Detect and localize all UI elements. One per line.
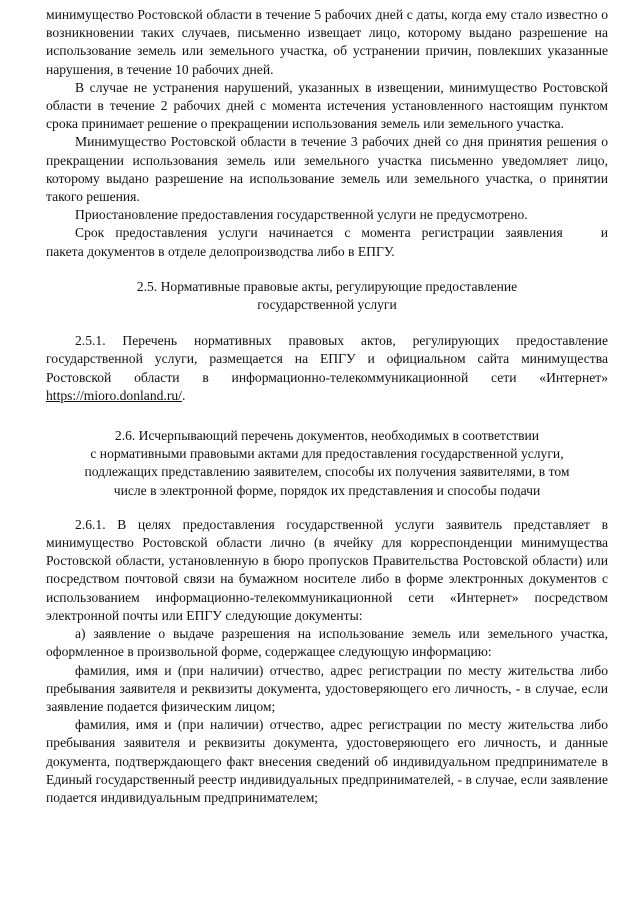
section-heading-line: подлежащих представлению заявителем, способы их получения заявителями, в том <box>84 464 570 480</box>
section-heading-line: 2.6. Исчерпывающий перечень документов, необходимых в соответствии <box>114 428 540 444</box>
paragraph-2-6-1: 2.6.1. В целях предоставления государственной услуги заявитель представляет в минимущество Ростовской области лично (в ячейку для корреспонденции минимущества Ростовской области, установленную в бюро пропусков Правительства Ростовской области) или посредством почтовой связи на бумажном носителе либо в форме электронных документов с использованием информационно-телекоммуникационной сети «Интернет» посредством электронной почты или ЕПГУ следующие документы: <box>46 516 608 623</box>
ministry-website-link[interactable]: https://mioro.donland.ru/ <box>46 387 182 403</box>
paragraph-2-5-1 <box>46 332 608 405</box>
section-heading-2-6 <box>46 427 608 500</box>
section-heading-line: государственной услуги <box>257 297 397 313</box>
list-item-entrepreneur: фамилия, имя и (при наличии) отчество, адрес регистрации по месту жительства либо пребывания заявителя и реквизиты документа, удостоверяющего его личность, и данные документа, подтверждающего факт внесения сведений об индивидуальном предпринимателе в Единый государственный реестр индивидуальных предпринимателей, - в случае, если заявление подается индивидуальным предпринимателем; <box>46 717 608 805</box>
list-item-individual: фамилия, имя и (при наличии) отчество, адрес регистрации по месту жительства либо пребывания заявителя и реквизиты документа, удостоверяющего его личность, - в случае, если заявление подается физическим лицом; <box>46 662 608 714</box>
service-term-conjunction: и <box>600 225 608 241</box>
section-heading-line: 2.5. Нормативные правовые акты, регулирующие предоставление <box>136 278 518 294</box>
section-heading-2-5 <box>46 278 608 314</box>
paragraph-service-term-end: пакета документов в отделе делопроизводства либо в ЕПГУ. <box>46 243 395 259</box>
paragraph-notification: минимущество Ростовской области в течение 5 рабочих дней с даты, когда ему стало известно о возникновении таких случаев, письменно извещает лицо, которому выдано разрешение на использование земель или земельного участка, об устранении причин, повлекших указанные нарушения, в течение 10 рабочих дней. <box>46 7 608 77</box>
section-heading-line: числе в электронной форме, порядок их представления и способы подачи <box>113 482 541 498</box>
list-item-a: а) заявление о выдаче разрешения на использование земель или земельного участка, оформленное в произвольной форме, содержащее следующую информацию: <box>46 626 608 660</box>
link-trailing-period: . <box>181 387 186 403</box>
paragraph-2-5-1-text: 2.5.1. Перечень нормативных правовых актов, регулирующих предоставление государственной услуги, размещается на ЕПГУ и официальном сайта минимущества Ростовской области в информационно-телекоммуникационной сети «Интернет» <box>46 333 608 385</box>
paragraph-written-notice: Минимущество Ростовской области в течение 3 рабочих дней со дня принятия решения о прекращении использования земель или земельного участка письменно уведомляет лицо, которому выдано разрешение на использование земель или земельного участка, о принятии такого решения. <box>46 134 608 205</box>
section-heading-line: с нормативными правовыми актами для предоставления государственной услуги, <box>90 446 564 462</box>
service-term-text: Срок предоставления услуги начинается с момента регистрации заявления <box>75 225 563 241</box>
paragraph-service-term-start <box>46 224 608 242</box>
paragraph-suspension: Приостановление предоставления государственной услуги не предусмотрено. <box>75 207 528 223</box>
paragraph-termination-decision: В случае не устранения нарушений, указанных в извещении, минимущество Ростовской области в течение 2 рабочих дней с момента истечения установленного настоящим пунктом срока принимает решение о прекращении использования земель или земельного участка. <box>46 79 608 132</box>
